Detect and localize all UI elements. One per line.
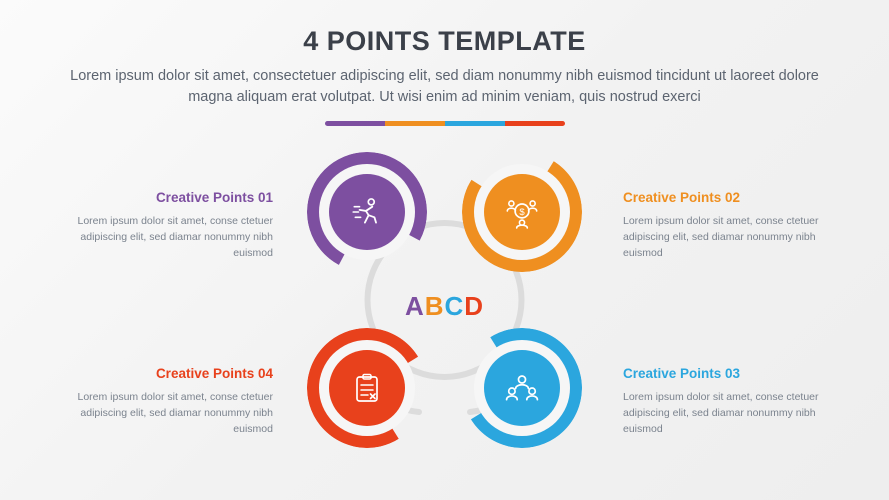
node-point-03[interactable] <box>462 328 582 448</box>
icon-core-04 <box>329 350 405 426</box>
heading-point-04: Creative Points 04 <box>155 366 273 381</box>
page-title: 4 POINTS TEMPLATE <box>303 26 586 56</box>
body-point-01: Lorem ipsum dolor sit amet, conse ctetuer adipiscing elit, sed diamar nonummy nibh euismod <box>77 215 273 259</box>
bar-orange <box>385 121 445 126</box>
heading-point-03: Creative Points 03 <box>623 366 741 381</box>
node-point-01[interactable] <box>307 152 427 272</box>
bar-blue <box>445 121 505 126</box>
icon-core-03 <box>484 350 560 426</box>
text-block-point-01 <box>63 190 273 261</box>
bar-purple <box>325 121 385 126</box>
page-subtitle: Lorem ipsum dolor sit amet, consectetuer adipiscing elit, sed diam nonummy nibh euismod tincidunt ut laoreet dolore magna aliquam erat volutpat. Ut wisi enim ad minim veniam, quis nostrud exerci <box>70 68 819 105</box>
icon-core-02 <box>484 174 560 250</box>
accent-bar-group <box>325 121 565 126</box>
letter-a: A <box>404 291 425 321</box>
center-letters <box>307 291 582 322</box>
letter-d: D <box>464 291 485 321</box>
node-point-02[interactable] <box>462 152 582 272</box>
text-block-point-03 <box>623 366 833 437</box>
icon-core-01 <box>329 174 405 250</box>
letter-b: B <box>424 291 445 321</box>
runner-icon <box>350 195 384 229</box>
body-point-02: Lorem ipsum dolor sit amet, conse ctetuer adipiscing elit, sed diamar nonummy nibh euismod <box>623 215 819 259</box>
body-point-04: Lorem ipsum dolor sit amet, conse ctetuer adipiscing elit, sed diamar nonummy nibh euismod <box>77 391 273 435</box>
letter-c: C <box>444 291 465 321</box>
bar-red <box>505 121 565 126</box>
svg-text:$: $ <box>519 207 525 219</box>
clipboard-checklist-icon <box>351 372 383 404</box>
team-group-icon <box>505 371 539 405</box>
four-points-diagram <box>307 140 582 460</box>
money-people-icon <box>505 195 539 229</box>
text-block-point-02 <box>623 190 833 261</box>
text-block-point-04 <box>63 366 273 437</box>
node-point-04[interactable] <box>307 328 427 448</box>
body-point-03: Lorem ipsum dolor sit amet, conse ctetuer adipiscing elit, sed diamar nonummy nibh euismod <box>623 391 819 435</box>
heading-point-01: Creative Points 01 <box>155 190 273 205</box>
heading-point-02: Creative Points 02 <box>623 190 741 205</box>
